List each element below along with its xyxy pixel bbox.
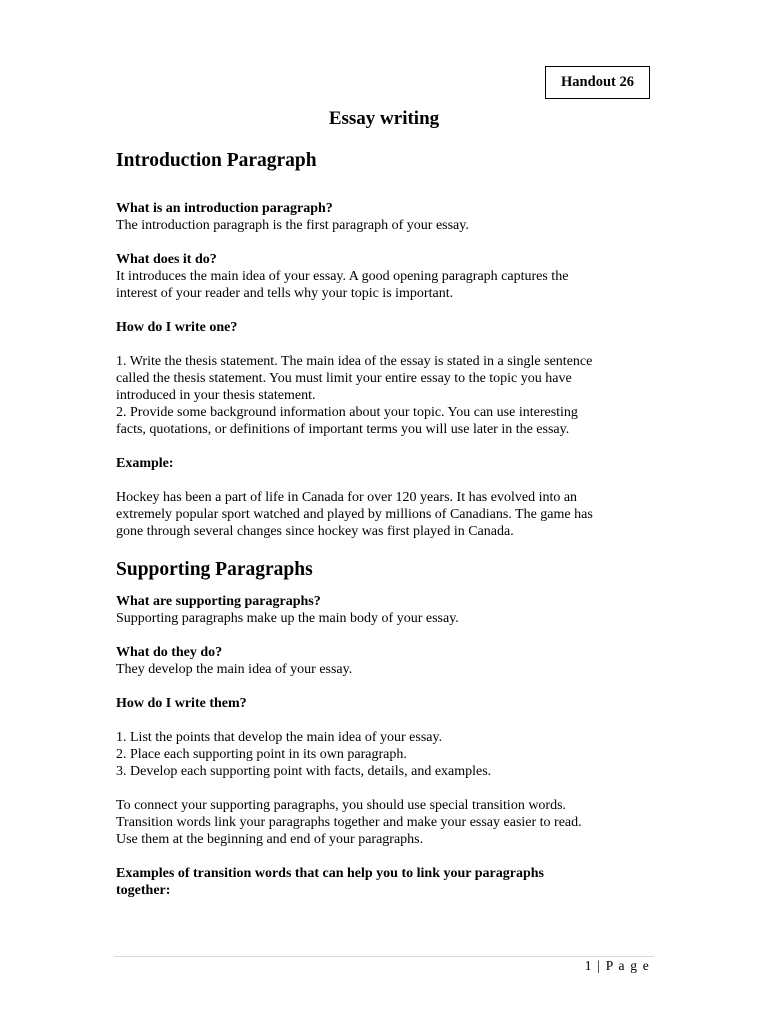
intro-step-1-line-3: introduced in your thesis statement. [116, 388, 316, 403]
example-label: Example: [116, 456, 174, 471]
intro-step-1-line-2: called the thesis statement. You must limit your entire essay to the topic you have [116, 371, 572, 386]
supporting-question-how: How do I write them? [116, 696, 247, 711]
intro-answer-what: The introduction paragraph is the first paragraph of your essay. [116, 218, 469, 233]
supporting-heading: Supporting Paragraphs [116, 559, 313, 580]
introduction-section [116, 148, 656, 540]
transition-line-2: Transition words link your paragraphs together and make your essay easier to read. [116, 815, 582, 830]
supporting-section [116, 557, 656, 899]
supporting-answer-what: Supporting paragraphs make up the main body of your essay. [116, 611, 459, 626]
supporting-answer-do: They develop the main idea of your essay. [116, 662, 353, 677]
intro-question-what: What is an introduction paragraph? [116, 201, 333, 216]
introduction-heading: Introduction Paragraph [116, 150, 317, 171]
examples-heading-line-1: Examples of transition words that can help you to link your paragraphs [116, 866, 544, 881]
document-title: Essay writing [328, 108, 440, 129]
examples-heading-line-2: together: [116, 883, 171, 898]
intro-step-2-line-2: facts, quotations, or definitions of important terms you will use later in the essay. [116, 422, 570, 437]
intro-step-2-line-1: 2. Provide some background information about your topic. You can use interesting [116, 405, 578, 420]
example-line-1: Hockey has been a part of life in Canada for over 120 years. It has evolved into an [116, 490, 578, 505]
page-number: 1 | P a g e [584, 958, 650, 973]
supporting-question-what: What are supporting paragraphs? [116, 594, 321, 609]
document-body [116, 148, 656, 899]
example-line-2: extremely popular sport watched and played by millions of Canadians. The game has [116, 507, 593, 522]
list-item: 2. Place each supporting point in its own paragraph. [116, 747, 407, 762]
list-item: 3. Develop each supporting point with facts, details, and examples. [116, 764, 492, 779]
intro-answer-does-line-2: interest of your reader and tells why your topic is important. [116, 286, 454, 301]
list-item: 1. List the points that develop the main idea of your essay. [116, 730, 443, 745]
handout-label: Handout 26 [561, 74, 634, 90]
example-line-3: gone through several changes since hockey was first played in Canada. [116, 524, 514, 539]
intro-step-1-line-1: 1. Write the thesis statement. The main idea of the essay is stated in a single sentence [116, 354, 593, 369]
intro-question-how: How do I write one? [116, 320, 238, 335]
transition-line-3: Use them at the beginning and end of your paragraphs. [116, 832, 424, 847]
intro-question-does: What does it do? [116, 252, 217, 267]
intro-answer-does-line-1: It introduces the main idea of your essay. A good opening paragraph captures the [116, 269, 569, 284]
footer-divider [114, 956, 654, 957]
handout-label-box [545, 66, 650, 99]
transition-line-1: To connect your supporting paragraphs, you should use special transition words. [116, 798, 567, 813]
supporting-question-do: What do they do? [116, 645, 223, 660]
